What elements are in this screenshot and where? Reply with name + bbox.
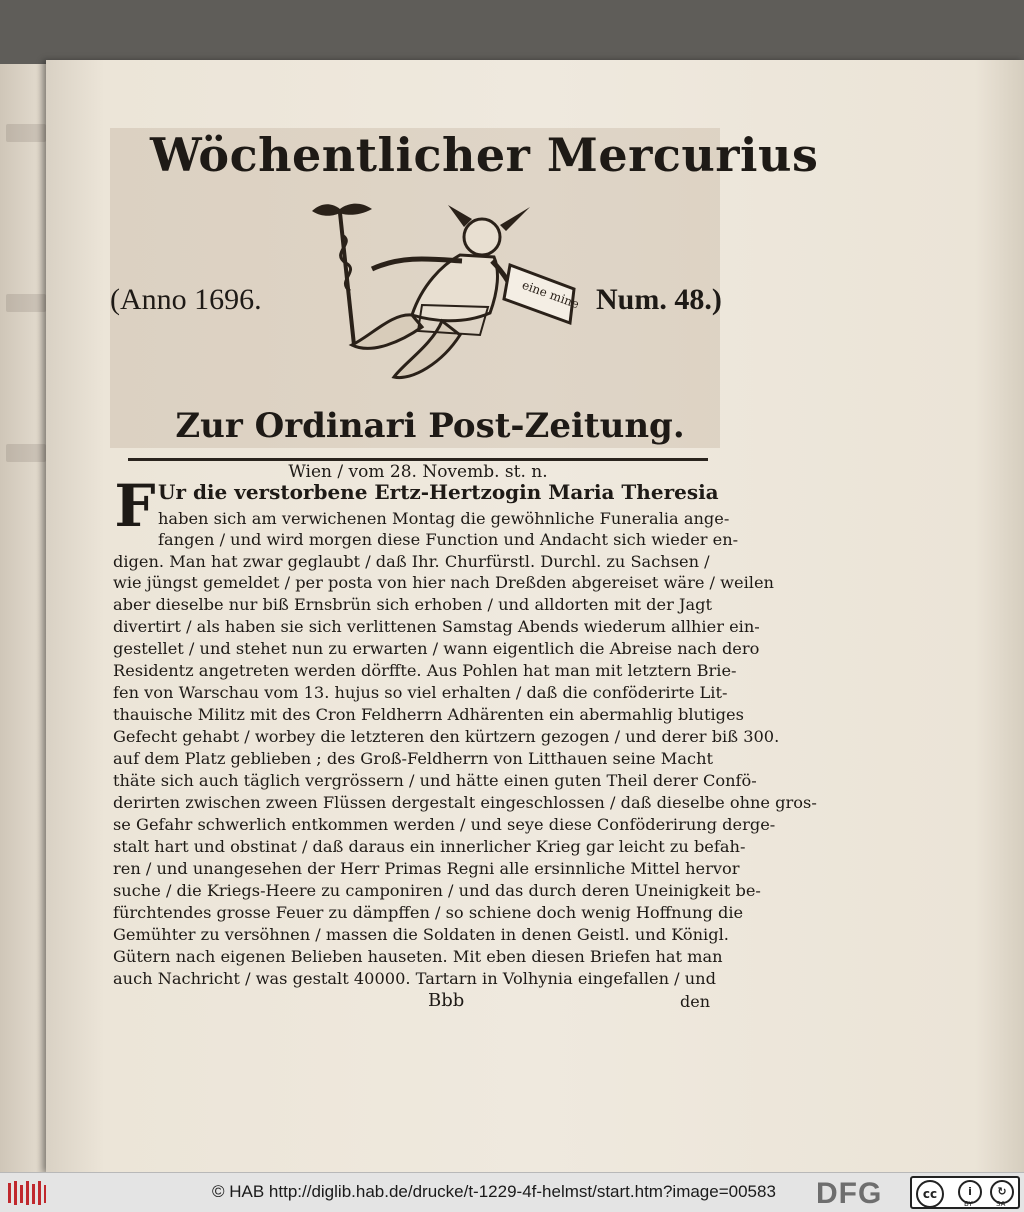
- body-line: stalt hart und obstinat / daß daraus ein innerlicher Krieg gar leicht zu befah-: [113, 837, 746, 856]
- by-attribution-icon: i: [958, 1180, 982, 1204]
- body-line: gestellet / und stehet nun zu erwarten / wann eigentlich die Abreise nach dero: [113, 639, 760, 658]
- body-line: ren / und unangesehen der Herr Primas Regni alle ersinnliche Mittel hervor: [113, 859, 740, 878]
- body-line: digen. Man hat zwar geglaubt / daß Ihr. Churfürstl. Durchl. zu Sachsen /: [113, 552, 710, 571]
- body-line: thauische Militz mit des Cron Feldherrn Adhärenten ein abermahlig blutiges: [113, 705, 744, 724]
- body-line: derirten zwischen zween Flüssen dergestalt eingeschlossen / daß dieselbe ohne gros-: [113, 793, 817, 812]
- masthead-subtitle: Zur Ordinari Post-Zeitung.: [175, 406, 685, 446]
- body-line: fangen / und wird morgen diese Function und Andacht sich wieder en-: [158, 530, 739, 549]
- dfg-logo: DFG: [816, 1177, 883, 1210]
- banner-motto: eine mine: [520, 277, 582, 312]
- dateline: Wien / vom 28. Novemb. st. n.: [288, 462, 548, 482]
- source-url[interactable]: © HAB http://diglib.hab.de/drucke/t-1229-4f-helmst/start.htm?image=00583: [212, 1182, 776, 1201]
- bleed-mark: [6, 294, 46, 312]
- body-line: aber dieselbe nur biß Ernsbrün sich erhoben / und alldorten mit der Jagt: [113, 595, 712, 614]
- hab-logo-icon: [6, 1179, 48, 1207]
- viewer-footer: [0, 1172, 1024, 1212]
- body-line: Residentz angetreten werden dörffte. Aus Pohlen hat man mit letztern Brie-: [113, 661, 737, 680]
- bleed-mark: [6, 124, 46, 142]
- by-label: BY: [964, 1200, 973, 1208]
- masthead-title: Wöchentlicher Mercurius: [150, 128, 819, 182]
- body-line: se Gefahr schwerlich entkommen werden / und seye diese Conföderirung derge-: [113, 815, 776, 834]
- body-line: fürchtendes grosse Feuer zu dämpffen / so schiene doch wenig Hoffnung die: [113, 903, 744, 922]
- bleed-mark: [6, 444, 46, 462]
- catchword: den: [680, 992, 711, 1011]
- body-line: haben sich am verwichenen Montag die gewöhnliche Funeralia ange-: [158, 509, 730, 528]
- body-line: suche / die Kriegs-Heere zu camponiren / und das durch deren Uneinigkeit be-: [113, 881, 761, 900]
- sa-label: SA: [996, 1200, 1006, 1208]
- body-line: thäte sich auch täglich vergrössern / und hätte einen guten Theil derer Confö-: [113, 771, 757, 790]
- signature-mark: Bbb: [428, 990, 465, 1011]
- body-line: Gemühter zu versöhnen / massen die Soldaten in denen Geistl. und Königl.: [113, 925, 729, 944]
- drop-cap: F: [114, 472, 156, 540]
- body-line: Gefecht gehabt / worbey die letzteren den kürtzern gezogen / und derer biß 300.: [113, 727, 780, 746]
- cc-icon: cc: [916, 1180, 944, 1208]
- mercury-woodcut: [292, 195, 592, 395]
- issue-number: Num. 48.): [596, 283, 722, 316]
- body-line: auf dem Platz geblieben ; des Groß-Feldherrn von Litthauen seine Macht: [113, 749, 713, 768]
- body-line: wie jüngst gemeldet / per posta von hier nach Dreßden abgereiset wäre / weilen: [113, 573, 774, 592]
- mercury-head: [464, 219, 500, 255]
- cc-license-badge[interactable]: [910, 1176, 1020, 1209]
- body-line: auch Nachricht / was gestalt 40000. Tartarn in Volhynia eingefallen / und: [113, 969, 716, 988]
- body-line: Gütern nach eigenen Belieben hauseten. Mit eben diesen Briefen hat man: [113, 947, 723, 966]
- body-line: Ur die verstorbene Ertz-Hertzogin Maria Theresia: [158, 480, 719, 504]
- mercury-leg: [352, 315, 422, 349]
- body-line: fen von Warschau vom 13. hujus so viel erhalten / daß die conföderirte Lit-: [113, 683, 728, 702]
- masthead-year: (Anno 1696.: [110, 283, 262, 316]
- share-alike-icon: ↻: [990, 1180, 1014, 1204]
- divider-rule: [128, 458, 708, 461]
- mercury-torso: [412, 255, 497, 321]
- body-line: divertirt / als haben sie sich verlittenen Samstag Abends wiederum allhier ein-: [113, 617, 760, 636]
